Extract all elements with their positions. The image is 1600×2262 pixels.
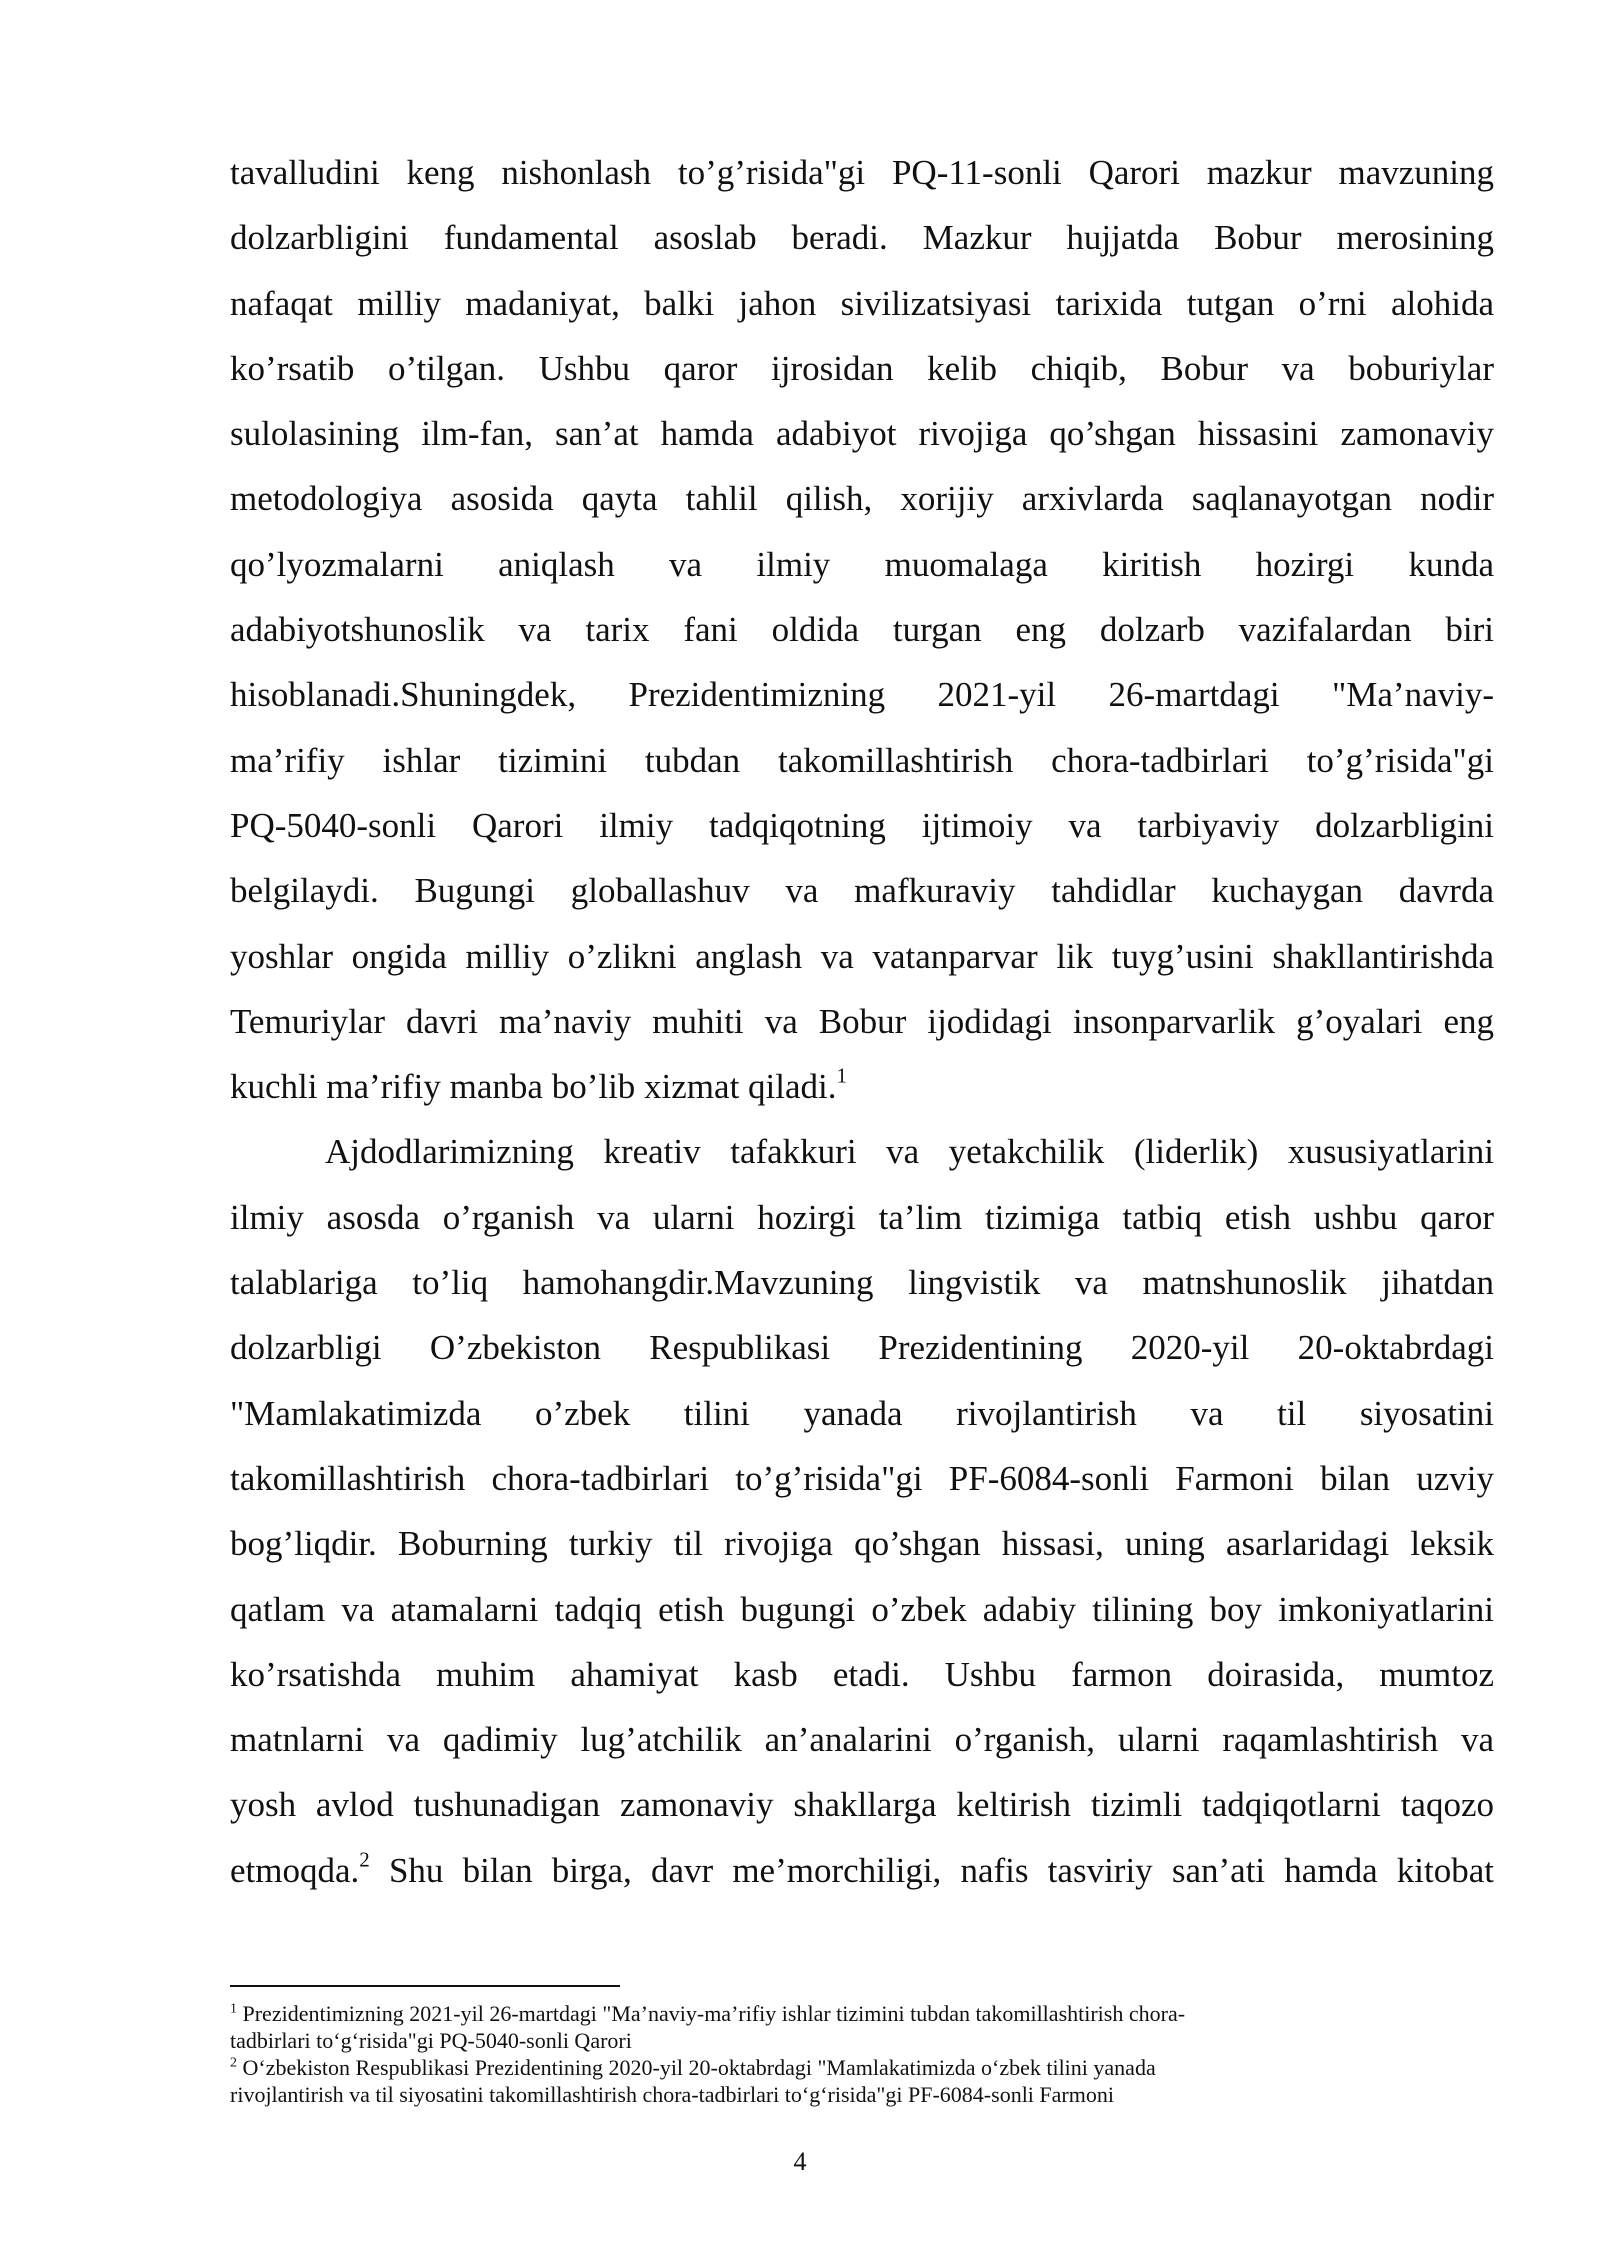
text-line: Temuriylar davri ma’naviy muhiti va Bobur ijodidagi insonparvarlik g’oyalari eng xyxy=(230,1001,1494,1041)
text-line: sulolasining ilm-fan, san’at hamda adabiyot rivojiga qo’shgan hissasini zamonaviy xyxy=(230,414,1494,454)
text-line: takomillashtirish chora-tadbirlari to’g’risida"gi PF-6084-sonli Farmoni bilan uzviy xyxy=(230,1458,1494,1498)
text-line: dolzarbligini fundamental asoslab beradi. Mazkur hujjatda Bobur merosining xyxy=(230,218,1494,258)
text-fragment: Shu bilan birga, davr me’morchiligi, nafis tasviriy san’ati hamda kitobat xyxy=(369,1850,1494,1890)
text-line: hisoblanadi.Shuningdek, Prezidentimizning 2021-yil 26-martdagi "Ma’naviy- xyxy=(230,675,1494,715)
text-line: qo’lyozmalarni aniqlash va ilmiy muomalaga kiritish hozirgi kunda xyxy=(230,544,1494,584)
text-line: nafaqat milliy madaniyat, balki jahon sivilizatsiyasi tarixida tutgan o’rni alohida xyxy=(230,283,1494,323)
text-line: talablariga to’liq hamohangdir.Mavzuning lingvistik va matnshunoslik jihatdan xyxy=(230,1263,1494,1303)
text-line: ilmiy asosda o’rganish va ularni hozirgi ta’lim tizimiga tatbiq etish ushbu qaror xyxy=(230,1197,1494,1237)
text-line: kuchli ma’rifiy manba bo’lib xizmat qiladi.$^1$ xyxy=(230,1063,848,1107)
footnote-2 xyxy=(230,2054,1494,2108)
text-line: yosh avlod tushunadigan zamonaviy shakllarga keltirish tizimli tadqiqotlarni taqozo xyxy=(230,1785,1494,1825)
footnote-1-text-line-2: tadbirlari to‘g‘risida"gi PQ-5040-sonli Qarori xyxy=(230,2028,632,2053)
footnote-1 xyxy=(230,2000,1494,2054)
text-line: ko’rsatishda muhim ahamiyat kasb etadi. Ushbu farmon doirasida, mumtoz xyxy=(230,1654,1494,1694)
footnote-2-text-line-1: O‘zbekiston Respublikasi Prezidentining 2020-yil 20-oktabrdagi "Mamlakatimizda o‘zbek tilini yanada xyxy=(237,2055,1156,2080)
text-line: tavalludini keng nishonlash to’g’risida"gi PQ-11-sonli Qarori mazkur mavzuning xyxy=(230,153,1494,192)
text-line: belgilaydi. Bugungi globallashuv va mafkuraviy tahdidlar kuchaygan davrda xyxy=(230,871,1494,911)
text-line: "Mamlakatimizda o’zbek tilini yanada rivojlantirish va til siyosatini xyxy=(230,1393,1494,1433)
text-line: yoshlar ongida milliy o’zlikni anglash va vatanparvar lik tuyg’usini shakllantirishda xyxy=(230,936,1494,976)
footnote-ref-2[interactable]: 2 xyxy=(359,1846,370,1871)
footnote-1-marker: 1 xyxy=(230,2001,237,2017)
text-line: matnlarni va qadimiy lug’atchilik an’analarini o’rganish, ularni raqamlashtirish va xyxy=(230,1720,1494,1760)
text-line: qatlam va atamalarni tadqiq etish bugungi o’zbek adabiy tilining boy imkoniyatlarini xyxy=(230,1589,1494,1629)
footnote-ref-1[interactable]: 1 xyxy=(836,1063,848,1088)
text-line: dolzarbligi O’zbekiston Respublikasi Prezidentining 2020-yil 20-oktabrdagi xyxy=(230,1328,1494,1368)
text-line: ko’rsatib o’tilgan. Ushbu qaror ijrosidan kelib chiqib, Bobur va boburiylar xyxy=(230,348,1494,388)
text-line: PQ-5040-sonli Qarori ilmiy tadqiqotning ijtimoiy va tarbiyaviy dolzarbligini xyxy=(230,805,1494,845)
text-line: bog’liqdir. Boburning turkiy til rivojiga qo’shgan hissasi, uning asarlaridagi leksik xyxy=(230,1524,1494,1564)
text-line: adabiyotshunoslik va tarix fani oldida turgan eng dolzarb vazifalardan biri xyxy=(230,610,1494,650)
footnote-2-text-line-2: rivojlantirish va til siyosatini takomillashtirish chora-tadbirlari to‘g‘risida"gi PF-6084-sonli Farmoni xyxy=(230,2082,1114,2107)
text-line: Ajdodlarimizning kreativ tafakkuri va yetakchilik (liderlik) xususiyatlarini xyxy=(325,1132,1494,1172)
text-line: ma’rifiy ishlar tizimini tubdan takomillashtirish chora-tadbirlari to’g’risida"gi xyxy=(230,740,1494,780)
text-line xyxy=(230,1838,1494,1903)
page-number: 4 xyxy=(793,2147,807,2176)
body-text xyxy=(230,140,1494,1903)
footnote-2-marker: 2 xyxy=(230,2055,237,2071)
footnotes xyxy=(230,2000,1494,2108)
paragraph-1 xyxy=(230,140,1494,1119)
text-line: metodologiya asosida qayta tahlil qilish, xorijiy arxivlarda saqlanayotgan nodir xyxy=(230,479,1494,519)
paragraph-2 xyxy=(230,1119,1494,1903)
footnote-1-text-line-1: Prezidentimizning 2021-yil 26-martdagi "Ma’naviy-ma’rifiy ishlar tizimini tubdan takomillashtirish chora- xyxy=(237,2001,1186,2026)
footnote-divider xyxy=(230,1985,620,1987)
text-fragment: etmoqda. xyxy=(230,1850,360,1890)
